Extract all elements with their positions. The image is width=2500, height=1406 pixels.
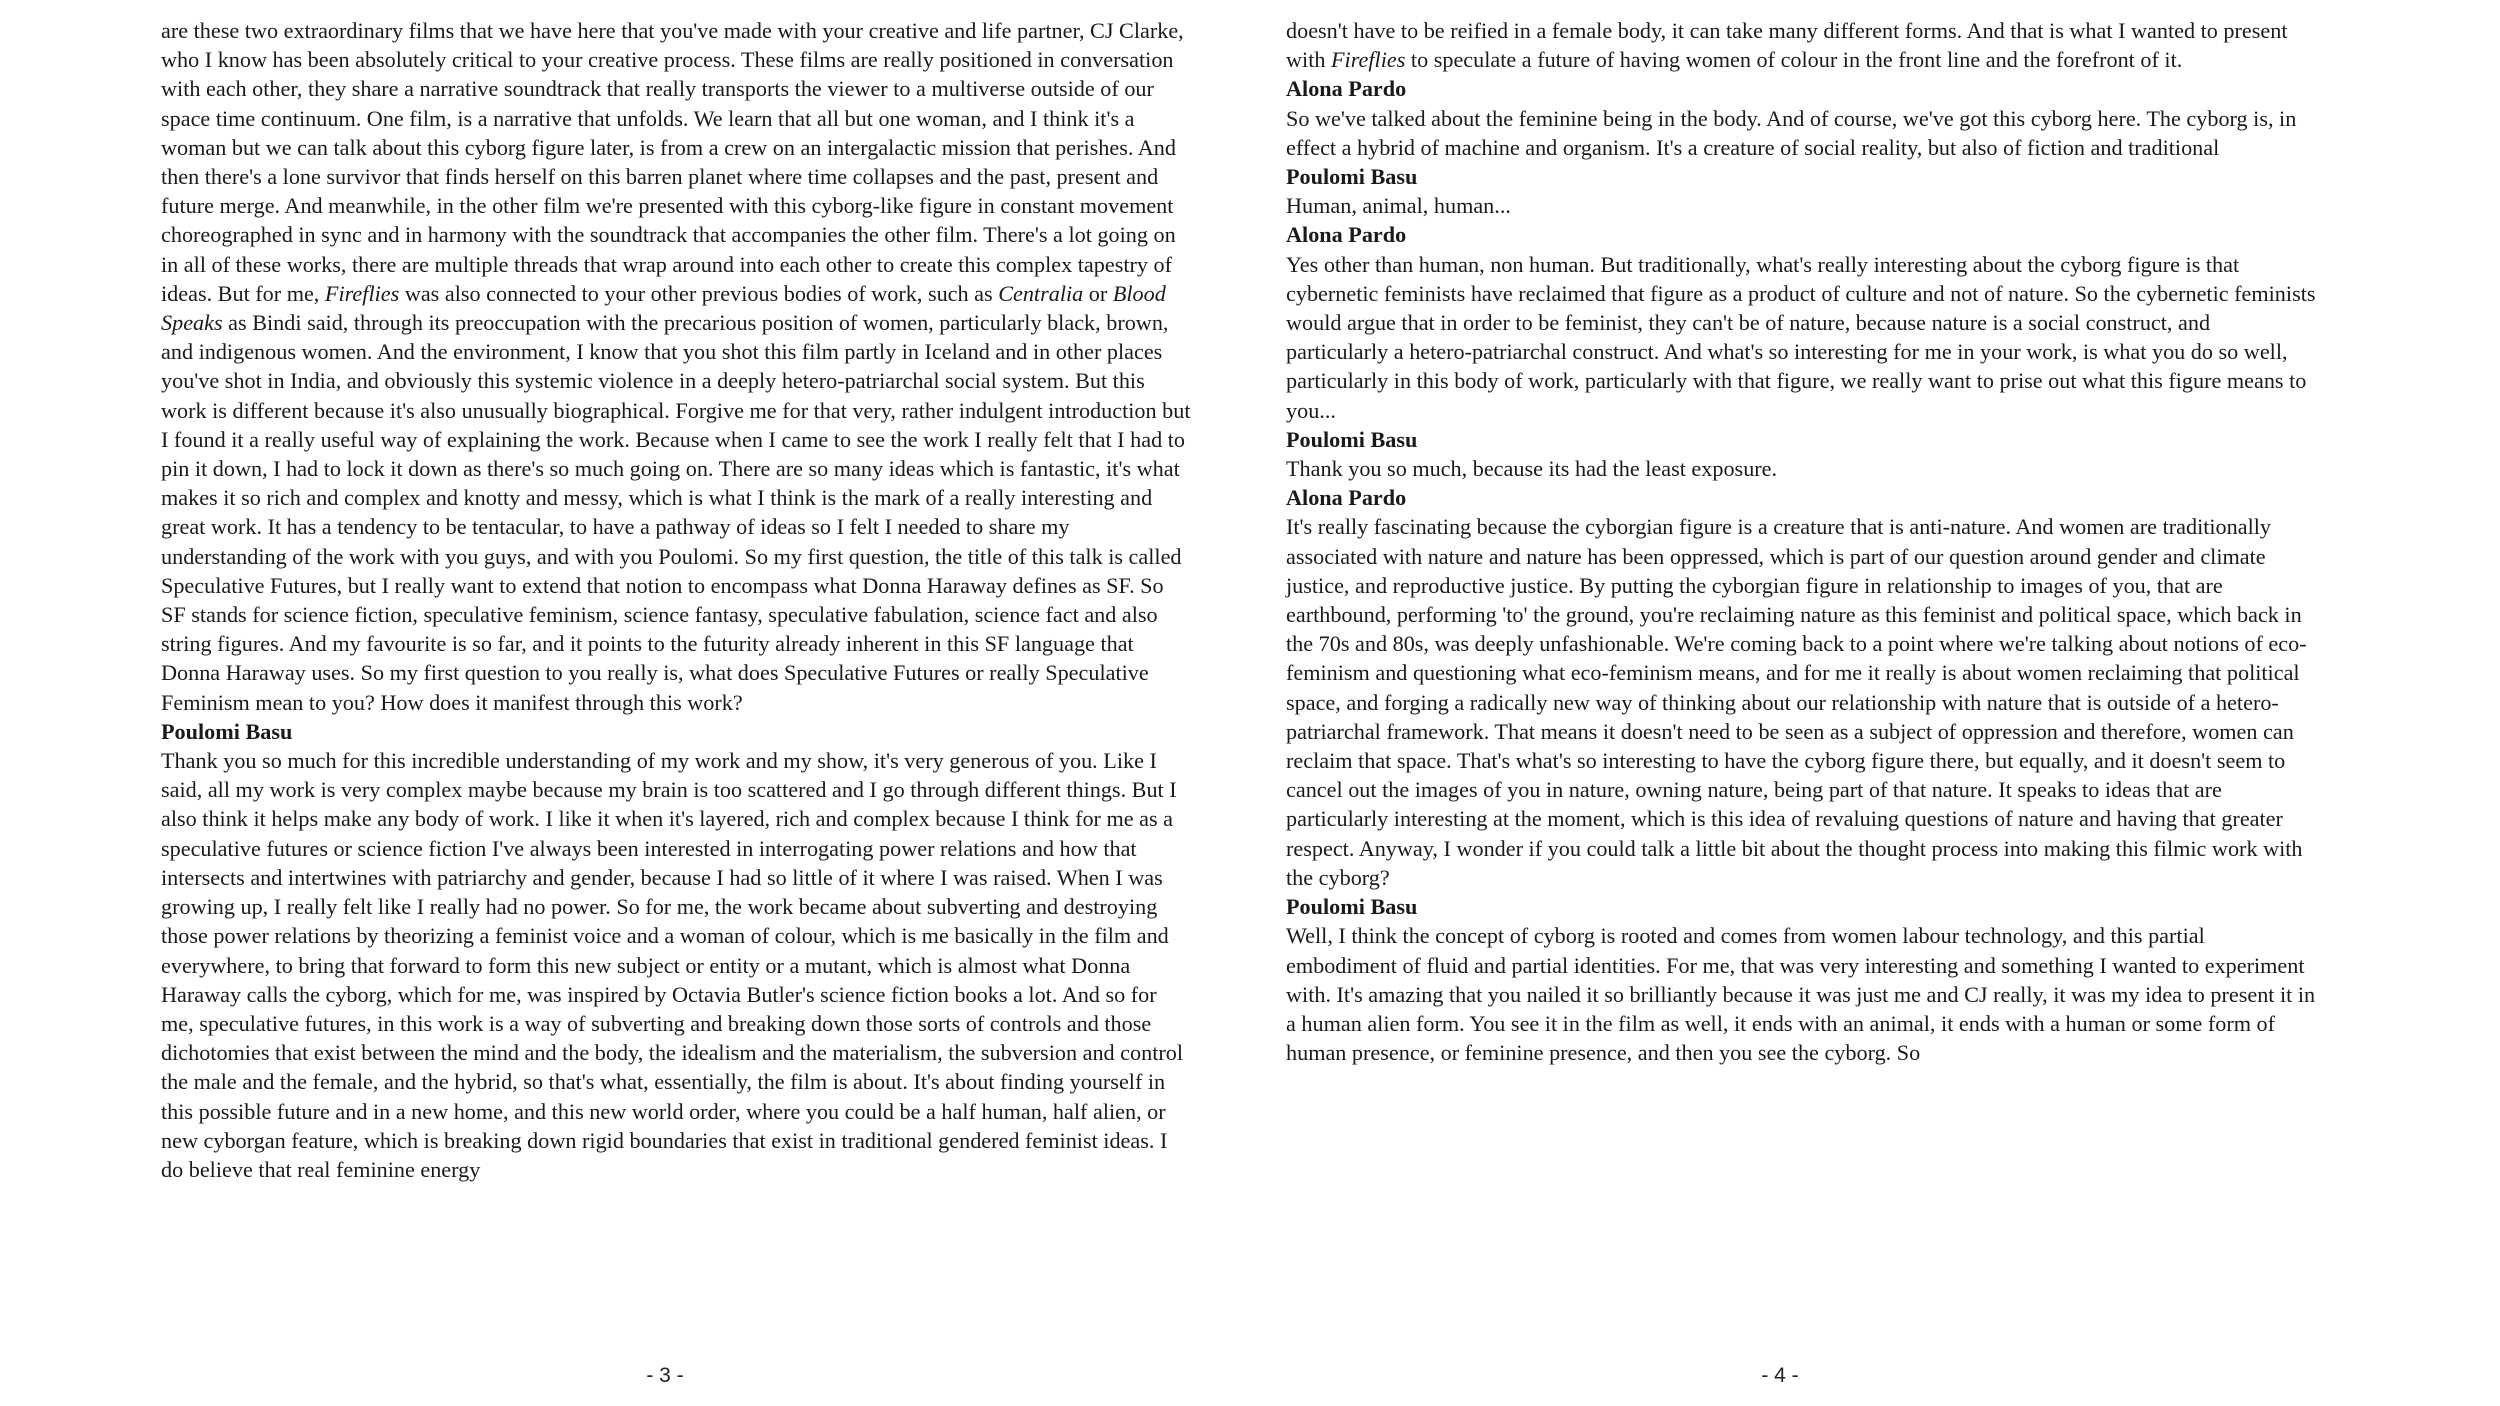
- paragraph: [1286, 921, 2316, 1067]
- paragraph: [161, 16, 1191, 717]
- transcript-block: [1286, 16, 2316, 74]
- transcript-block: [1286, 162, 2316, 220]
- italic-title: Centralia: [998, 280, 1084, 306]
- text-run: It's really fascinating because the cyborgian figure is a creature that is anti-nature. And women are traditionally associated with nature and nature has been oppressed, which is part of our question around gender and climate justice, and reproductive justice. By putting the cyborgian figure in relationship to images of you, that are earthbound, performing 'to' the ground, you're reclaiming nature as this feminist and political space, which back in the 70s and 80s, was deeply unfashionable. We're coming back to a point where we're talking about notions of eco-feminism and questioning what eco-feminism means, and for me it really is about women reclaiming that political space, and forging a radically new way of thinking about our relationship with nature that is outside of a hetero-patriarchal framework. That means it doesn't need to be seen as a subject of oppression and therefore, women can reclaim that space. That's what's so interesting to have the cyborg figure there, but equally, and it doesn't seem to cancel out the images of you in nature, owning nature, being part of that nature. It speaks to ideas that are particularly interesting at the moment, which is this idea of revaluing questions of nature and having that greater respect. Anyway, I wonder if you could talk a little bit about the thought process into making this filmic work with the cyborg?: [1286, 514, 2307, 890]
- italic-title: Fireflies: [324, 280, 400, 306]
- text-run: Thank you so much for this incredible understanding of my work and my show, it's very generous of you. Like I said, all my work is very complex maybe because my brain is too scattered and I go through different things. But I also think it helps make any body of work. I like it when it's layered, rich and complex because I think for me as a speculative futures or science fiction I've always been interested in interrogating power relations and how that intersects and intertwines with patriarchy and gender, because I had so little of it where I was raised. When I was growing up, I really felt like I really had no power. So for me, the work became about subverting and destroying those power relations by theorizing a feminist voice and a woman of colour, which is me basically in the film and everywhere, to bring that forward to form this new subject or entity or a mutant, which is almost what Donna Haraway calls the cyborg, which for me, was inspired by Octavia Butler's science fiction books a lot. And so for me, speculative futures, in this work is a way of subverting and breaking down those sorts of controls and those dichotomies that exist between the mind and the body, the idealism and the materialism, the subversion and control the male and the female, and the hybrid, so that's what, essentially, the film is about. It's about finding yourself in this possible future and in a new home, and this new world order, where you could be a half human, half alien, or new cyborgan feature, which is breaking down rigid boundaries that exist in traditional gendered feminist ideas. I do believe that real feminine energy: [161, 748, 1184, 1182]
- paragraph: [1286, 250, 2316, 425]
- page-number: - 4 -: [1761, 1364, 1799, 1387]
- text-run: Human, animal, human...: [1286, 193, 1511, 219]
- paragraph: [1286, 16, 2316, 74]
- text-run: to speculate a future of having women of colour in the front line and the forefront of it.: [1405, 47, 2183, 73]
- page-4: [1250, 0, 2500, 1406]
- italic-title: Blood Speaks: [161, 280, 1166, 336]
- text-run: So we've talked about the feminine being in the body. And of course, we've got this cyborg here. The cyborg is, in effect a hybrid of machine and organism. It's a creature of social reality, but also of fiction and traditional: [1286, 105, 2297, 160]
- italic-title: Fireflies: [1331, 47, 1406, 73]
- transcript-block: [1286, 892, 2316, 1067]
- speaker-name: Alona Pardo: [1286, 222, 1407, 248]
- transcript-block: [161, 16, 1191, 717]
- paragraph: [161, 746, 1191, 1184]
- transcript-block: [1286, 425, 2316, 483]
- paragraph: [1286, 191, 2316, 220]
- text-run: Thank you so much, because its had the least exposure.: [1286, 456, 1778, 482]
- speaker-name: Poulomi Basu: [1286, 426, 1418, 452]
- speaker-name: Poulomi Basu: [1286, 894, 1418, 920]
- page-3-text: [161, 16, 1191, 1184]
- text-run: Yes other than human, non human. But traditionally, what's really interesting about the cyborg figure is that cybernetic feminists have reclaimed that figure as a product of culture and not of nature. So the cybernetic feminists would argue that in order to be feminist, they can't be of nature, because nature is a social construct, and particularly a hetero-patriarchal construct. And what's so interesting for me in your work, is what you do so well, particularly in this body of work, particularly with that figure, we really want to prise out what this figure means to you...: [1286, 251, 2316, 423]
- transcript-block: [1286, 220, 2316, 424]
- paragraph: [1286, 454, 2316, 483]
- transcript-block: [161, 717, 1191, 1184]
- text-run: doesn't have to be reified in a female body, it can take many different forms. And that is what I wanted to present with: [1286, 18, 2288, 73]
- transcript-block: [1286, 483, 2316, 892]
- speaker-name: Poulomi Basu: [161, 718, 293, 744]
- text-run: as Bindi said, through its preoccupation with the precarious position of women, particularly black, brown, and indigenous women. And the environment, I know that you shot this film partly in Iceland and in other places you've shot in India, and obviously this systemic violence in a deeply hetero-patriarchal social system. But this work is different because it's also unusually biographical. Forgive me for that very, rather indulgent introduction but I found it a really useful way of explaining the work. Because when I came to see the work I really felt that I had to pin it down, I had to lock it down as there's so much going on. There are so many ideas which is fantastic, it's what makes it so rich and complex and knotty and messy, which is what I think is the mark of a really interesting and great work. It has a tendency to be tentacular, to have a pathway of ideas so I felt I needed to share my understanding of the work with you guys, and with you Poulomi. So my first question, the title of this talk is called Speculative Futures, but I really want to extend that notion to encompass what Donna Haraway defines as SF. So SF stands for science fiction, speculative feminism, science fantasy, speculative fabulation, science fact and also string figures. And my favourite is so far, and it points to the futurity already inherent in this SF language that Donna Haraway uses. So my first question to you really is, what does Speculative Futures or really Speculative Feminism mean to you? How does it manifest through this work?: [161, 310, 1191, 715]
- text-run: Well, I think the concept of cyborg is rooted and comes from women labour technology, and this partial embodiment of fluid and partial identities. For me, that was very interesting and something I wanted to experiment with. It's amazing that you nailed it so brilliantly because it was just me and CJ really, it was my idea to present it in a human alien form. You see it in the film as well, it ends with an animal, it ends with a human or some form of human presence, or feminine presence, and then you see the cyborg. So: [1286, 923, 2316, 1066]
- transcript-block: [1286, 74, 2316, 162]
- page-4-text: [1286, 16, 2316, 1067]
- page-number: - 3 -: [646, 1364, 684, 1387]
- text-run: are these two extraordinary films that we have here that you've made with your creative and life partner, CJ Clarke, who I know has been absolutely critical to your creative process. These films are really positioned in conversation with each other, they share a narrative soundtrack that really transports the viewer to a multiverse outside of our space time continuum. One film, is a narrative that unfolds. We learn that all but one woman, and I think it's a woman but we can talk about this cyborg figure later, is from a crew on an intergalactic mission that perishes. And then there's a lone survivor that finds herself on this barren planet where time collapses and the past, present and future merge. And meanwhile, in the other film we're presented with this cyborg-like figure in constant movement choreographed in sync and in harmony with the soundtrack that accompanies the other film. There's a lot going on in all of these works, there are multiple threads that wrap around into each other to create this complex tapestry of ideas. But for me,: [161, 18, 1184, 306]
- speaker-name: Alona Pardo: [1286, 485, 1407, 511]
- speaker-name: Alona Pardo: [1286, 76, 1407, 102]
- speaker-name: Poulomi Basu: [1286, 164, 1418, 190]
- paragraph: [1286, 104, 2316, 162]
- text-run: or: [1083, 280, 1113, 306]
- paragraph: [1286, 512, 2316, 892]
- text-run: was also connected to your other previous bodies of work, such as: [399, 280, 999, 306]
